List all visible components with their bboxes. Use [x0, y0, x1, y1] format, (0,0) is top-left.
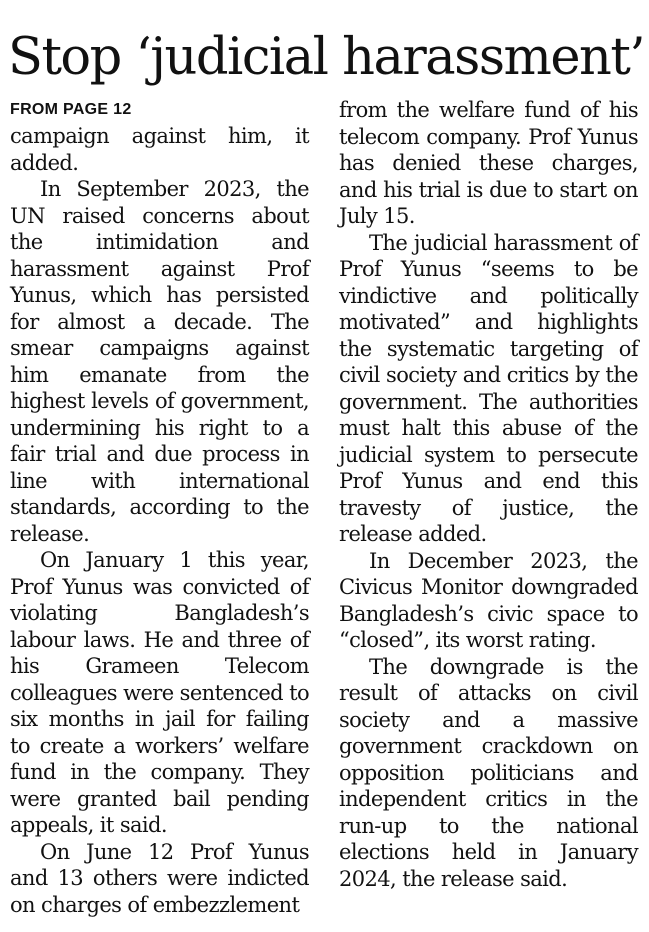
continued-from-label: FROM PAGE 12 [10, 101, 132, 118]
paragraph: In December 2023, the Civicus Monitor downgraded Bangladesh’s civic space to “closed”, its worst rating. [339, 548, 638, 652]
article-column-right [339, 97, 638, 892]
headline: Stop ‘judicial harassment’ [8, 28, 645, 87]
article-column-left [10, 97, 309, 918]
paragraph: In September 2023, the UN raised concerns about the intimidation and harassment against Prof Yunus, which has persisted for almost a decade. The smear campaigns against him emanate from the highest levels of government, undermining his right to a fair trial and due process in line with international standards, according to the release. [10, 177, 309, 546]
paragraph: The judicial harassment of Prof Yunus “seems to be vindictive and politically motivated” and highlights the systematic targeting of civil society and critics by the government. The authorities must halt this abuse of the judicial system to persecute Prof Yunus and end this travesty of justice, the release added. [339, 230, 638, 546]
paragraph: On January 1 this year, Prof Yunus was convicted of violating Bangladesh’s labour laws. He and three of his Grameen Telecom colleagues were sentenced to six months in jail for failing to create a workers’ welfare fund in the company. They were granted bail pending appeals, it said. [10, 548, 309, 837]
paragraph: campaign against him, it added. [10, 124, 309, 175]
paragraph: On June 12 Prof Yunus and 13 others were indicted on charges of embezzlement [10, 839, 309, 917]
paragraph: The downgrade is the result of attacks on civil society and a massive government crackdown on opposition politicians and independent critics in the run-up to the national elections held in January 2024, the release said. [339, 654, 638, 891]
paragraph: from the welfare fund of his telecom company. Prof Yunus has denied these charges, and his trial is due to start on July 15. [339, 98, 638, 228]
